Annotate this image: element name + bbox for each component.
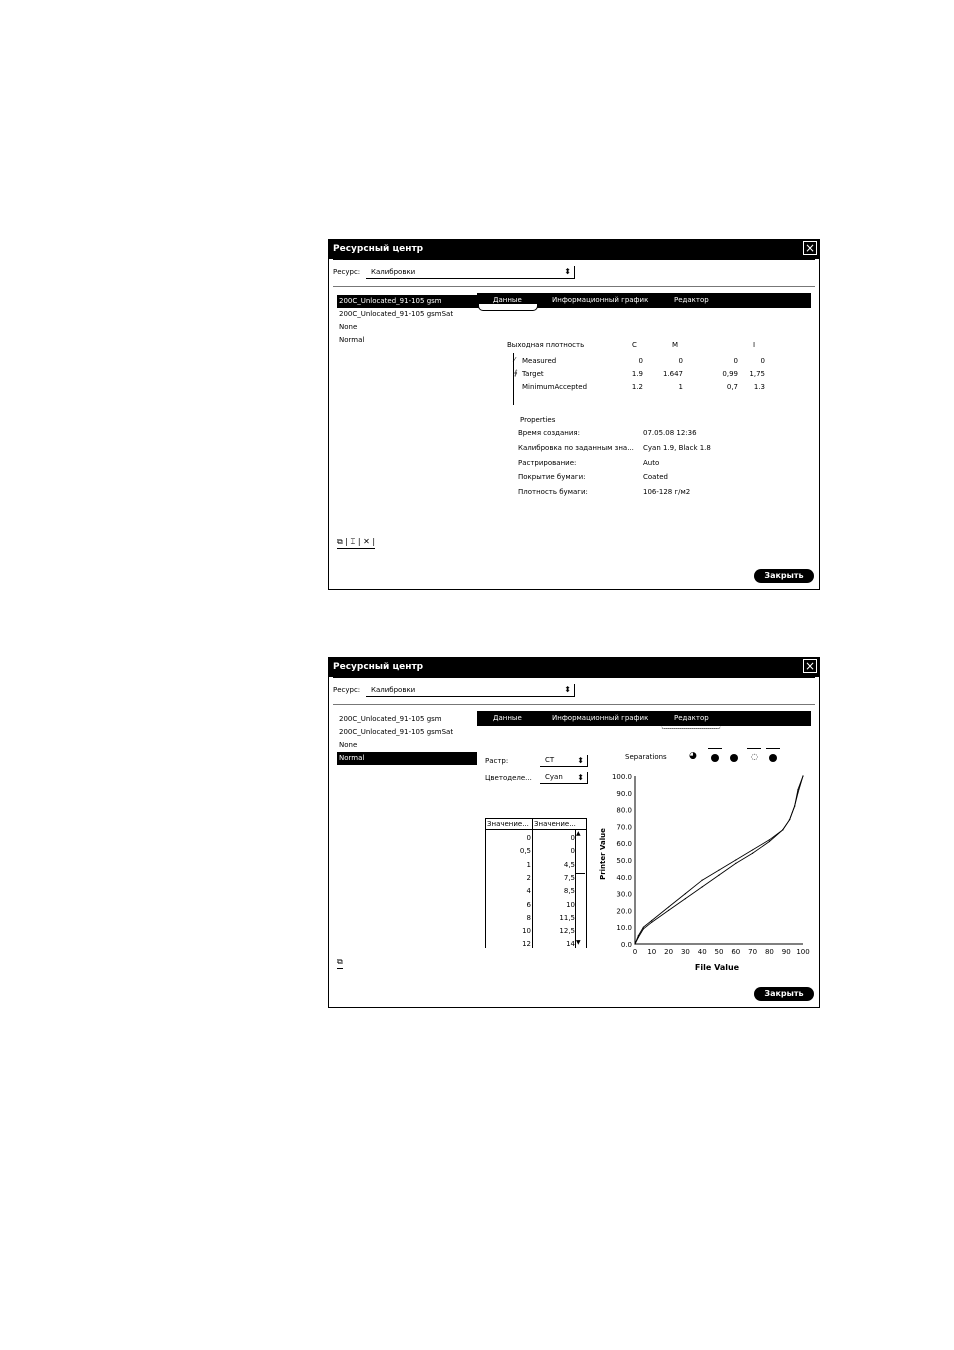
raster-label: Растр: — [485, 757, 509, 765]
table-cell-printer-value[interactable]: 0 — [570, 834, 575, 842]
curve-point[interactable] — [702, 880, 703, 881]
scroll-up-icon[interactable]: ▲ — [576, 830, 581, 837]
table-cell-file-value[interactable]: 0,5 — [519, 847, 531, 856]
raster-select[interactable] — [540, 755, 588, 767]
close-button[interactable]: Закрыть — [754, 569, 814, 583]
row-value: 1.3 — [753, 383, 765, 391]
table-left-border — [485, 830, 486, 948]
tab-editor[interactable]: Редактор — [674, 296, 709, 304]
properties-title: Properties — [520, 416, 556, 424]
channel-c-header: C — [632, 341, 637, 349]
resource-center-window-data — [328, 239, 820, 590]
curve-point[interactable] — [769, 841, 770, 842]
x-tick-label: 20 — [664, 948, 674, 956]
resource-tools[interactable]: ⧉ | ⌶ | ✕ | — [337, 537, 375, 549]
row-value: 1.9 — [631, 370, 643, 378]
select-arrows-icon: ⬍ — [577, 773, 584, 782]
curve-point[interactable] — [643, 927, 644, 928]
table-cell-printer-value[interactable]: 14 — [566, 940, 575, 949]
yellow-separation-icon[interactable]: ◌ — [751, 752, 758, 761]
resource-list-item[interactable]: 200C_Unlocated_91-105 gsm — [339, 715, 442, 723]
property-label: Калибровка по заданным зна... — [518, 444, 634, 452]
resource-select-value: Калибровки — [371, 686, 416, 694]
row-value: 0,99 — [722, 370, 738, 378]
curve-point[interactable] — [634, 943, 635, 944]
resource-list-item[interactable]: 200C_Unlocated_91-105 gsm — [337, 295, 477, 308]
table-cell-printer-value[interactable]: 12,5 — [559, 927, 575, 936]
property-label: Покрытие бумаги: — [518, 473, 586, 481]
resource-list-item[interactable]: Normal — [337, 752, 477, 765]
property-value: Auto — [643, 459, 660, 467]
close-button[interactable]: Закрыть — [754, 987, 814, 1001]
separations-label: Separations — [625, 753, 667, 761]
curve-point[interactable] — [718, 875, 719, 876]
resource-select[interactable] — [366, 266, 575, 279]
resource-list-item[interactable]: 200C_Unlocated_91-105 gsmSat — [339, 728, 454, 736]
resource-label: Ресурс: — [333, 686, 361, 694]
x-tick-label: 100 — [796, 948, 810, 956]
cyan-separation-icon[interactable] — [711, 754, 719, 762]
header-divider — [333, 704, 815, 705]
x-axis-label: File Value — [694, 963, 740, 972]
all-separations-icon[interactable]: ◕ — [689, 751, 697, 761]
separation-marker — [708, 748, 722, 749]
curve-point[interactable] — [651, 922, 652, 923]
x-tick-label: 70 — [748, 948, 758, 956]
curve-point[interactable] — [735, 863, 736, 864]
y-tick-label: 20.0 — [616, 907, 632, 916]
black-separation-icon[interactable] — [769, 754, 777, 762]
table-cell-printer-value[interactable]: 10 — [566, 900, 575, 909]
table-cell-file-value[interactable]: 2 — [526, 873, 531, 882]
x-tick-label: 90 — [781, 948, 791, 956]
separation-marker — [747, 748, 761, 749]
tab-data[interactable]: Данные — [493, 714, 522, 722]
window-title: Ресурсный центр — [329, 240, 819, 259]
table-header-cell: Значение... — [487, 820, 529, 828]
curve-point[interactable] — [668, 910, 669, 911]
select-arrows-icon: ⬍ — [564, 267, 571, 276]
curve-point[interactable] — [651, 920, 652, 921]
y-tick-label: 60.0 — [616, 840, 632, 849]
property-label: Растрирование: — [518, 459, 577, 467]
separation-select-value: Cyan — [545, 773, 563, 781]
channel-k-header: I — [753, 341, 756, 349]
title-divider — [333, 259, 815, 260]
row-value: 1,75 — [749, 370, 765, 378]
x-tick-label: 40 — [697, 948, 707, 956]
curve-point[interactable] — [638, 937, 639, 938]
y-tick-label: 40.0 — [616, 873, 632, 882]
tab-data[interactable]: Данные — [493, 296, 522, 304]
x-tick-label: 50 — [714, 948, 724, 956]
resource-list-item[interactable]: Normal — [339, 336, 365, 344]
table-cell-file-value[interactable]: 8 — [526, 913, 531, 922]
table-cell-printer-value[interactable]: 8,5 — [563, 887, 575, 896]
y-tick-label: 50.0 — [616, 857, 632, 865]
row-value: 0 — [638, 357, 643, 365]
title-divider — [333, 677, 815, 678]
x-tick-label: 60 — [731, 948, 741, 956]
x-tick-label: 30 — [680, 948, 690, 956]
header-divider — [333, 286, 815, 287]
row-value: 0 — [733, 357, 738, 365]
row-name: Measured — [522, 357, 557, 365]
resource-list-item[interactable]: None — [339, 741, 358, 749]
separation-marker — [766, 748, 780, 749]
row-value: 1.647 — [662, 370, 683, 378]
table-cell-printer-value[interactable]: 0 — [570, 847, 575, 856]
table-cell-printer-value[interactable]: 4,5 — [563, 860, 575, 869]
tab-bar — [477, 293, 811, 308]
curve-point[interactable] — [797, 789, 798, 790]
select-arrows-icon: ⬍ — [577, 756, 584, 765]
curve-point[interactable] — [718, 869, 719, 870]
resource-list — [337, 295, 477, 347]
resource-list-item[interactable]: 200C_Unlocated_91-105 gsmSat — [339, 310, 454, 318]
table-header-cell: Значение... — [534, 820, 576, 828]
separation-label: Цветоделе... — [485, 774, 532, 782]
curve-point[interactable] — [769, 839, 770, 840]
table-column-divider — [532, 818, 533, 948]
curve-point[interactable] — [789, 819, 790, 820]
close-icon[interactable]: × — [804, 241, 816, 255]
separation-select[interactable] — [540, 772, 588, 784]
y-tick-label: 30.0 — [616, 890, 632, 899]
tab-bar — [477, 711, 811, 726]
curve-point[interactable] — [668, 906, 669, 907]
curve-point[interactable] — [794, 806, 795, 807]
table-cell-file-value[interactable]: 4 — [526, 887, 531, 896]
row-name: MinimumAccepted — [522, 383, 588, 391]
curve-point[interactable] — [702, 886, 703, 887]
close-icon[interactable]: × — [804, 659, 816, 673]
calibration-curve-chart[interactable] — [589, 764, 819, 976]
row-value: 0 — [760, 357, 765, 365]
tab-editor[interactable]: Редактор — [674, 714, 709, 722]
row-name: Target — [522, 370, 544, 378]
resource-label: Ресурс: — [333, 268, 361, 276]
curve-point[interactable] — [752, 849, 753, 850]
curve-point[interactable] — [782, 829, 783, 830]
row-value: 0 — [678, 357, 683, 365]
channel-m-header: M — [672, 341, 679, 349]
y-tick-label: 80.0 — [616, 806, 632, 815]
resource-list-item[interactable]: None — [339, 323, 358, 331]
curve-point[interactable] — [685, 893, 686, 894]
resource-center-window-editor — [328, 657, 820, 1008]
tab-info-graph[interactable]: Информационный график — [552, 296, 649, 304]
resource-select[interactable] — [366, 684, 575, 697]
select-arrows-icon: ⬍ — [564, 685, 571, 694]
property-value: 07.05.08 12:36 — [643, 429, 697, 437]
magenta-separation-icon[interactable] — [730, 754, 738, 762]
resource-select-value: Калибровки — [371, 268, 416, 276]
table-cell-file-value[interactable]: 10 — [522, 927, 531, 936]
table-cell-file-value[interactable]: 12 — [522, 940, 531, 949]
curve-series-line[interactable] — [635, 776, 803, 944]
curve-point[interactable] — [685, 898, 686, 899]
y-axis-label: Printer Value — [599, 828, 607, 880]
y-tick-label: 0.0 — [620, 941, 632, 949]
property-value: Coated — [643, 473, 668, 481]
property-value: 106-128 г/м2 — [643, 488, 691, 496]
row-value: 0,7 — [726, 383, 738, 391]
y-tick-label: 90.0 — [616, 789, 632, 798]
table-cell-file-value[interactable]: 0 — [526, 834, 531, 842]
pencil-icon: ⁄ — [514, 356, 516, 364]
table-cell-printer-value[interactable]: 11,5 — [559, 913, 575, 922]
y-tick-label: 70.0 — [616, 823, 632, 832]
row-value: 1.2 — [631, 383, 643, 391]
tab-info-graph[interactable]: Информационный график — [552, 714, 649, 722]
resource-list — [337, 713, 477, 765]
x-tick-label: 80 — [764, 948, 774, 956]
x-tick-label: 10 — [647, 948, 657, 956]
row-value: 1 — [678, 383, 683, 391]
target-icon: ∮ — [514, 369, 518, 377]
table-cell-file-value[interactable]: 6 — [526, 900, 531, 909]
y-tick-label: 10.0 — [616, 924, 632, 933]
active-tab-indicator — [661, 726, 721, 729]
resource-tools[interactable]: ⧉ — [337, 957, 343, 969]
table-cell-file-value[interactable]: 1 — [526, 860, 531, 869]
curve-point[interactable] — [735, 859, 736, 860]
property-label: Плотность бумаги: — [518, 488, 588, 496]
y-tick-label: 100.0 — [611, 773, 632, 781]
curve-series-line[interactable] — [635, 776, 803, 944]
scroll-thumb[interactable] — [575, 839, 585, 874]
raster-select-value: CT — [545, 756, 555, 764]
property-label: Время создания: — [518, 429, 580, 437]
table-cell-printer-value[interactable]: 7,5 — [563, 873, 575, 882]
property-value: Cyan 1.9, Black 1.8 — [643, 444, 711, 452]
density-header: Выходная плотность — [507, 341, 585, 349]
scroll-down-icon[interactable]: ▼ — [576, 939, 581, 946]
curve-point[interactable] — [752, 853, 753, 854]
curve-point[interactable] — [802, 775, 803, 776]
window-title: Ресурсный центр — [329, 658, 819, 677]
x-tick-label: 0 — [632, 948, 638, 956]
curve-point[interactable] — [643, 928, 644, 929]
